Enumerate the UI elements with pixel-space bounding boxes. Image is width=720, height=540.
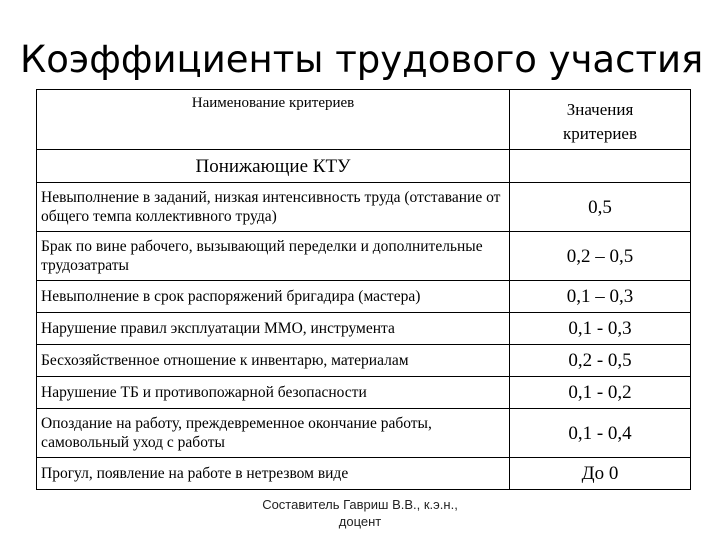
table-row (37, 458, 691, 490)
table-row (37, 183, 691, 232)
section-value-empty (510, 150, 691, 183)
section-title: Понижающие КТУ (37, 150, 510, 183)
value-cell: До 0 (510, 458, 691, 490)
table-row (37, 232, 691, 281)
criterion-cell: Нарушение ТБ и противопожарной безопасности (37, 377, 510, 409)
criterion-cell: Бесхозяйственное отношение к инвентарю, материалам (37, 345, 510, 377)
table-row (37, 345, 691, 377)
footer-line1: Составитель Гавриш В.В., к.э.н., (262, 497, 458, 512)
slide-title: Коэффициенты трудового участия (20, 38, 704, 81)
value-cell: 0,1 – 0,3 (510, 281, 691, 313)
criterion-cell: Невыполнение в срок распоряжений бригадира (мастера) (37, 281, 510, 313)
table-header-row (37, 90, 691, 150)
criteria-table (36, 89, 691, 490)
value-cell: 0,2 - 0,5 (510, 345, 691, 377)
header-value-line1: Значения (566, 99, 634, 119)
table-row (37, 313, 691, 345)
section-row (37, 150, 691, 183)
table-row (37, 377, 691, 409)
footer-line2: доцент (338, 514, 382, 529)
value-cell: 0,1 - 0,3 (510, 313, 691, 345)
value-cell: 0,2 – 0,5 (510, 232, 691, 281)
criterion-cell: Опоздание на работу, преждевременное окончание работы, самовольный уход с работы (37, 409, 510, 458)
author-footer (215, 496, 505, 530)
table-row (37, 409, 691, 458)
value-cell: 0,1 - 0,4 (510, 409, 691, 458)
criterion-cell: Прогул, появление на работе в нетрезвом виде (37, 458, 510, 490)
header-criterion-name: Наименование критериев (37, 90, 510, 150)
header-criterion-value (510, 90, 691, 150)
criterion-cell: Нарушение правил эксплуатации ММО, инструмента (37, 313, 510, 345)
criterion-cell: Брак по вине рабочего, вызывающий переделки и дополнительные трудозатраты (37, 232, 510, 281)
table-row (37, 281, 691, 313)
header-value-line2: критериев (562, 123, 637, 143)
criterion-cell: Невыполнение в заданий, низкая интенсивность труда (отставание от общего темпа коллективного труда) (37, 183, 510, 232)
value-cell: 0,1 - 0,2 (510, 377, 691, 409)
value-cell: 0,5 (510, 183, 691, 232)
